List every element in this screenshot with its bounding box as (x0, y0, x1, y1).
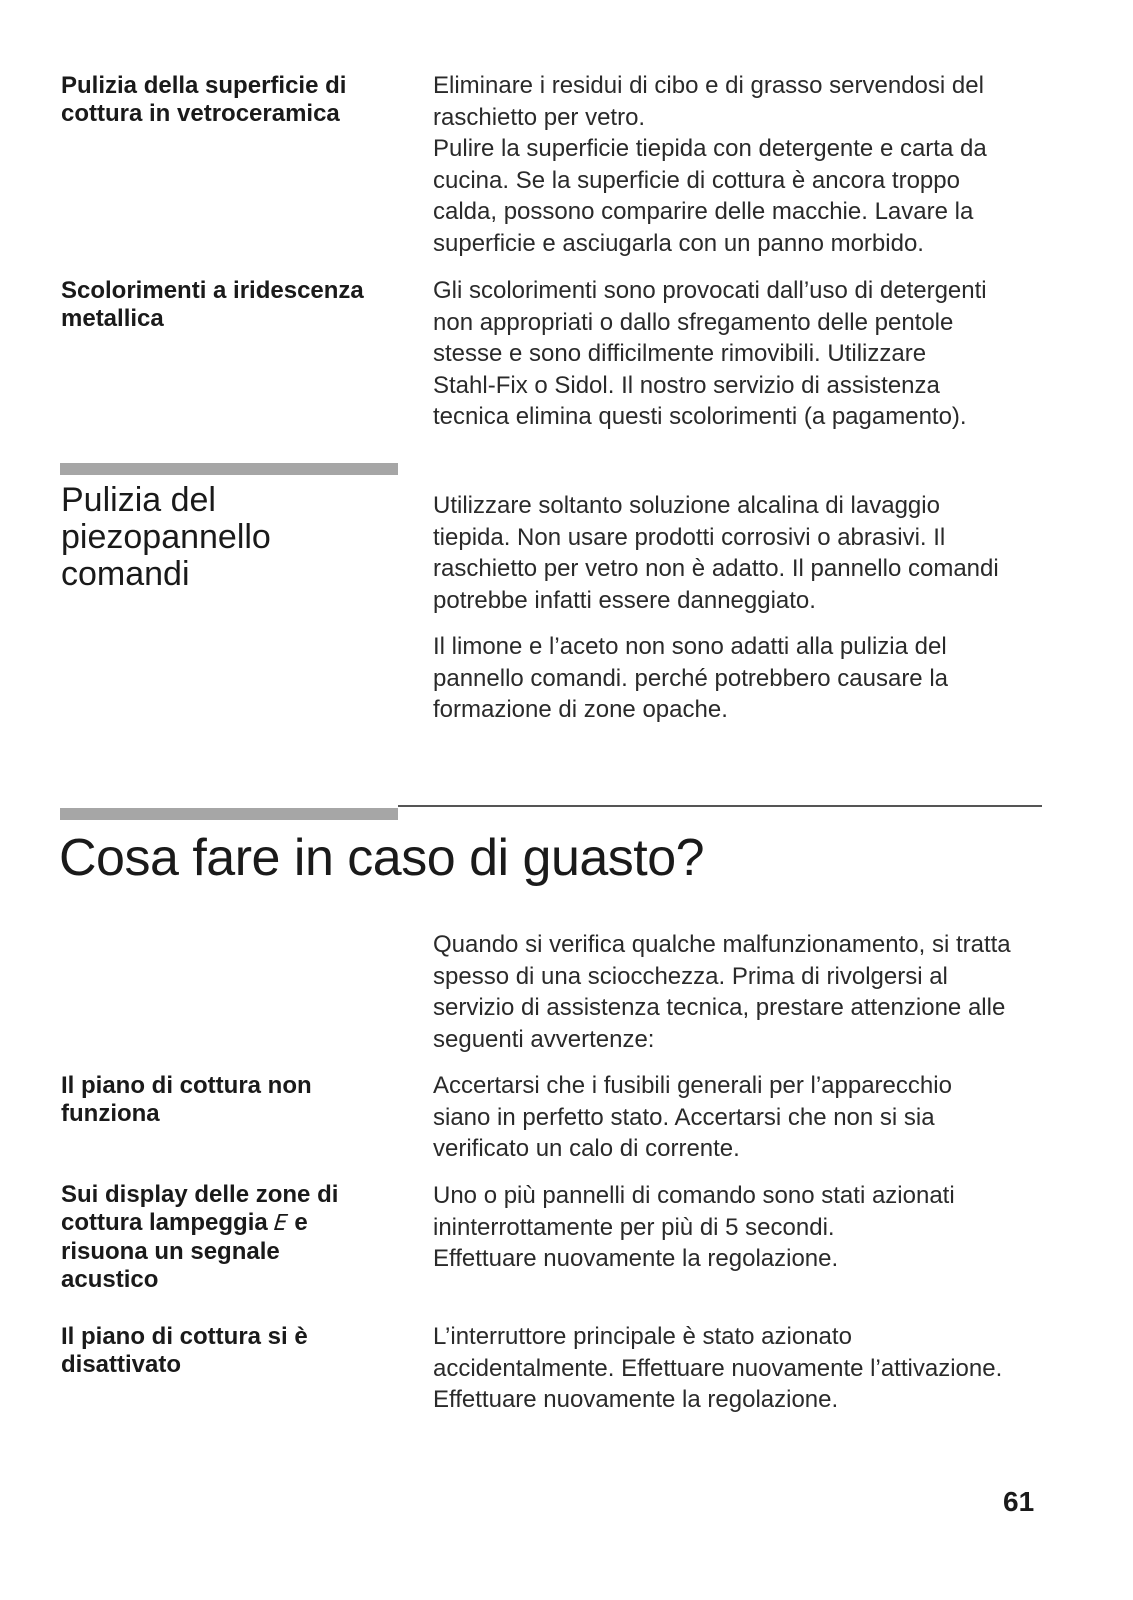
text-disattivato: L’interruttore principale è stato azionato accidentalmente. Effettuare nuovamente l’attivazione. Effettuare nuovamente la regolazione. (433, 1323, 1003, 1413)
text-piezopannello-2: Il limone e l’aceto non sono adatti alla pulizia del pannello comandi. perché potrebbero causare la formazione di zone opache. (433, 633, 949, 723)
label-pulizia-superficie: Pulizia della superficie di cottura in vetroceramica (61, 72, 347, 127)
chapter-title: Cosa fare in caso di guasto? (59, 829, 705, 887)
heading-pulizia-piezopannello: Pulizia del piezopannello comandi (61, 481, 271, 593)
error-e-symbol-icon: E (273, 1211, 290, 1236)
chapter-divider-bar (60, 808, 398, 820)
section-divider-bar (60, 463, 398, 475)
text-piezopannello-1: Utilizzare soltanto soluzione alcalina di lavaggio tiepida. Non usare prodotti corrosivi o abrasivi. Il raschietto per vetro non è adatto. Il pannello comandi potrebbe infatti essere danneggiato. (433, 492, 999, 614)
text-intro-guasto: Quando si verifica qualche malfunzionamento, si tratta spesso di una sciocchezza. Prima di rivolgersi al servizio di assistenza tecnica, prestare attenzione alle seguenti avvertenze: (433, 931, 1011, 1053)
label-non-funziona: Il piano di cottura non funziona (61, 1072, 312, 1127)
label-scolorimenti: Scolorimenti a iridescenza metallica (61, 277, 364, 332)
label-disattivato: Il piano di cottura si è disattivato (61, 1323, 308, 1378)
text-scolorimenti: Gli scolorimenti sono provocati dall’uso di detergenti non appropriati o dallo sfregamento delle pentole stesse e sono difficilmente rimovibili. Utilizzare Stahl-Fix o Sidol. Il nostro servizio di assistenza tecnica elimina questi scolorimenti (a pagamento). (433, 277, 987, 430)
text-pulizia-superficie: Eliminare i residui di cibo e di grasso servendosi del raschietto per vetro. Pulire la superficie tiepida con detergente e carta da cucina. Se la superficie di cottura è ancora troppo calda, possono comparire delle macchie. Lavare la superficie e asciugarla con un panno morbido. (433, 72, 987, 257)
page-number: 61 (1003, 1486, 1035, 1517)
label-display-lampeggia: Sui display delle zone di cottura lampeggia E e risuona un segnale acustico (61, 1181, 339, 1293)
chapter-divider-line (398, 805, 1042, 807)
text-display-lampeggia: Uno o più pannelli di comando sono stati azionati ininterrottamente per più di 5 secondi. Effettuare nuovamente la regolazione. (433, 1182, 955, 1272)
text-non-funziona: Accertarsi che i fusibili generali per l’apparecchio siano in perfetto stato. Accertarsi che non si sia verificato un calo di corrente. (433, 1072, 952, 1162)
